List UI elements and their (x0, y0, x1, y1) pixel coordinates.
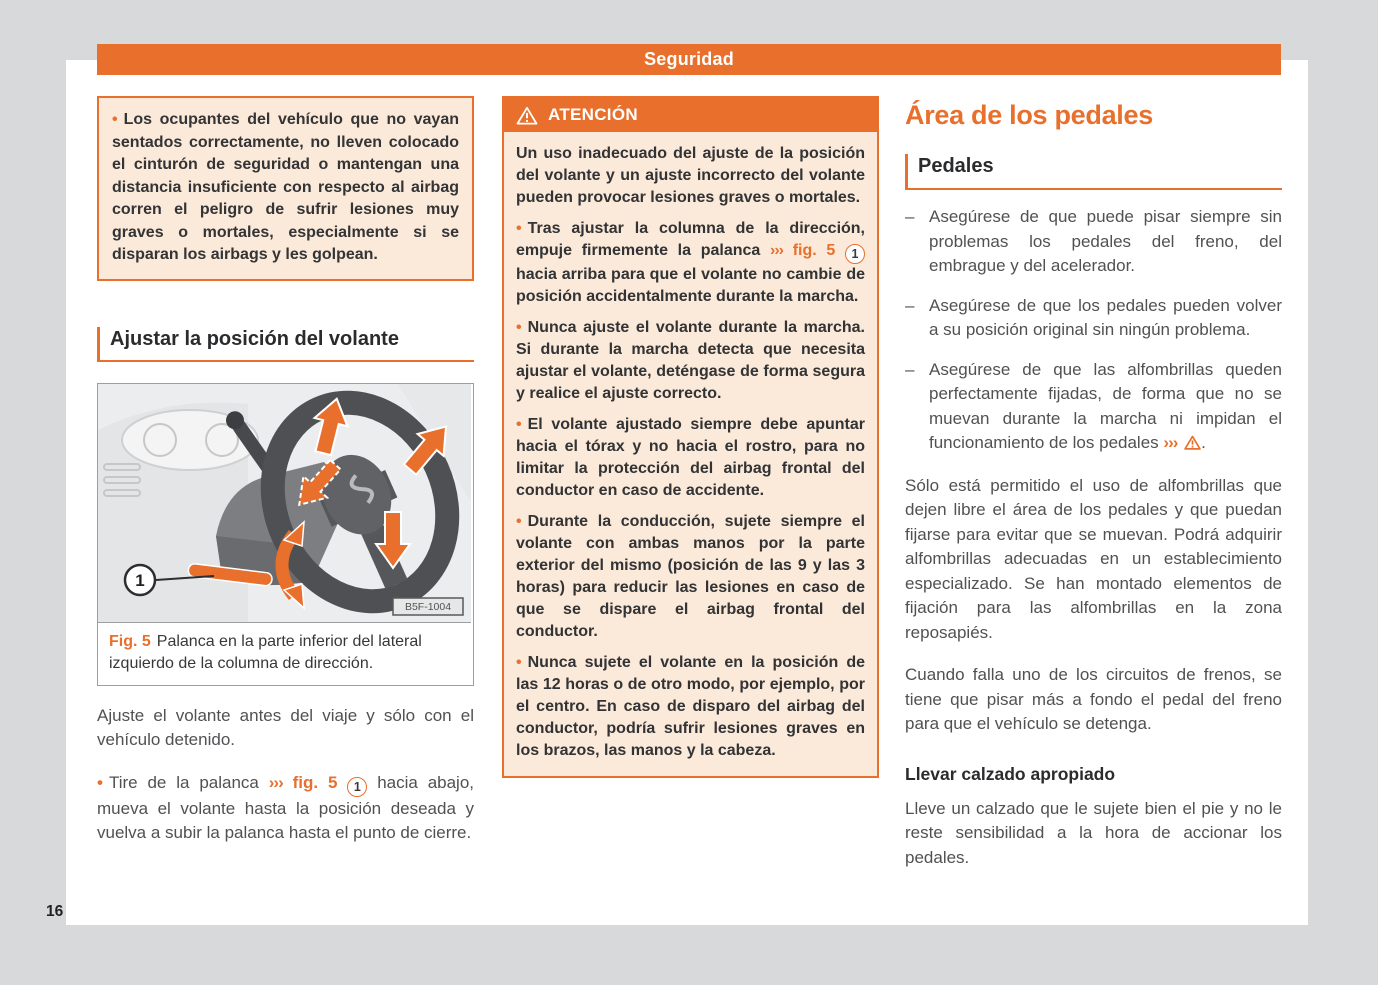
steering-paragraph: Ajuste el volante antes del viaje y sólo con el vehículo detenido. (97, 705, 474, 749)
bullet-dot: • (112, 111, 118, 128)
safety-note-text (112, 109, 459, 267)
attention-bullet1-pre: Tras ajustar la columna de la dirección, empuje firmemente la palanca (516, 220, 865, 259)
steering-bullet-pre: Tire de la palanca (108, 772, 259, 792)
safety-note-body: Los ocupantes del vehículo que no vayan sentados correctamente, no lleven colocado el cinturón de seguridad o mantengan una distancia insuficiente con respecto al airbag corren el peligro de sufrir lesiones muy graves o mortales, especialmente si se disparan los airbags y les golpean. (112, 111, 459, 263)
attention-bullet1-post: hacia arriba para que el volante no cambie de posición accidentalmente durante la marcha. (516, 266, 865, 305)
callout-number: 1 (135, 570, 145, 590)
list-item (905, 358, 1282, 456)
cross-ref-arrows: ››› (770, 242, 783, 259)
middle-column (502, 60, 879, 778)
attention-intro: Un uso inadecuado del ajuste de la posición del volante y un ajuste incorrecto del volante pueden provocar lesiones graves o mortales. (516, 145, 865, 206)
bullet-dot: • (516, 220, 522, 237)
list-item (905, 294, 1282, 343)
attention-bullet-text: Nunca ajuste el volante durante la marcha. Si durante la marcha detecta que necesita ajustar el volante, deténgase de forma segura y realice el ajuste correcto. (516, 319, 865, 402)
attention-bullet (516, 652, 865, 762)
figure-code: B5F-1004 (404, 600, 452, 613)
left-column (97, 60, 474, 846)
circled-number-icon: 1 (347, 777, 367, 797)
attention-bullet-text: Durante la conducción, sujete siempre el volante con ambas manos por la parte exterior del mismo (posición de las 9 y las 3 horas) para reducir las lesiones en caso de que se dispare el airbag frontal del conductor. (516, 513, 865, 640)
steering-bullet-post: hacia abajo, mueva el volante hasta la posición deseada y vuelva a subir la palanca hasta el punto de cierre. (97, 772, 475, 843)
attention-bullet (516, 218, 865, 308)
cross-ref-arrows: ››› (1163, 433, 1178, 452)
attention-bullet (516, 317, 865, 405)
right-column (905, 60, 1282, 870)
bullet-dot: • (516, 513, 522, 530)
document-page (66, 49, 1308, 925)
bullet-dot: • (516, 319, 522, 336)
chapter-title: Seguridad (644, 49, 734, 69)
dash-marker: – (905, 359, 915, 379)
attention-bullet-text: Nunca sujete el volante en la posición de las 12 horas o de otro modo, por ejemplo, por el centro. En caso de disparo del airbag del conductor, podría sufrir lesiones graves en los brazos, las manos y la cabeza. (516, 654, 865, 759)
bullet-dot: • (516, 654, 522, 671)
figure-5-label: Fig. 5 (109, 632, 151, 650)
attention-header (504, 98, 877, 132)
figure-5-caption (98, 623, 473, 685)
calzado-paragraph: Lleve un calzado que le sujete bien el pie y no le reste sensibilidad a la hora de accionar los pedales. (905, 798, 1282, 867)
steering-wheel-figure (98, 384, 471, 623)
section-heading-steering: Ajustar la posición del volante (97, 327, 474, 362)
attention-body (504, 132, 877, 776)
attention-box (502, 96, 879, 778)
figure-5-caption-text: Palanca en la parte inferior del lateral izquierdo de la columna de dirección. (109, 632, 422, 672)
page-title: Área de los pedales (905, 100, 1153, 130)
list-item-text: Asegúrese de que los pedales pueden volver a su posición original sin ningún problema. (929, 295, 1282, 339)
list-item-body: Asegúrese de que las alfombrillas queden perfectamente fijadas, de forma que no se muevan durante la marcha ni impidan el funcionamiento de los pedales (929, 359, 1282, 452)
list-item (905, 205, 1282, 279)
figure-5-box (97, 383, 474, 686)
subsection-heading-calzado: Llevar calzado apropiado (905, 763, 1116, 784)
warning-triangle-icon (1184, 435, 1201, 450)
figure-reference: fig. 5 (792, 242, 836, 259)
figure-reference: fig. 5 (292, 772, 338, 792)
warning-triangle-icon (516, 106, 538, 125)
circled-number-icon: 1 (845, 244, 865, 264)
safety-note-box (97, 96, 474, 281)
list-item-text (929, 358, 1282, 456)
pedals-paragraph: Cuando falla uno de los circuitos de frenos, se tiene que pisar más a fondo el pedal del freno para que el vehículo se detenga. (905, 665, 1282, 733)
dash-marker: – (905, 295, 915, 315)
page-number: 16 (46, 903, 64, 920)
dash-marker: – (905, 207, 915, 226)
sentence-period: . (1201, 433, 1206, 452)
steering-bullet (97, 771, 474, 846)
list-item-text: Asegúrese de que puede pisar siempre sin problemas los pedales del freno, del embrague y del acelerador. (929, 207, 1282, 275)
cross-ref-arrows: ››› (268, 772, 283, 792)
pedals-paragraph: Sólo está permitido el uso de alfombrillas que dejen libre el área de los pedales y que puedan fijarse para evitar que se muevan. Podrá adquirir alfombrillas adecuadas en un establecimiento especializado. Se han montado elementos de fijación para las alfombrillas en la zona reposapiés. (905, 475, 1282, 642)
attention-bullet (516, 414, 865, 502)
bullet-dot: • (97, 772, 103, 792)
attention-bullet-text: El volante ajustado siempre debe apuntar hacia el tórax y no hacia el rostro, para no limitar la protección del airbag frontal del conductor en caso de accidente. (516, 416, 865, 499)
attention-title: ATENCIÓN (548, 105, 638, 124)
section-heading-pedales: Pedales (905, 154, 1282, 190)
attention-bullet (516, 511, 865, 643)
bullet-dot: • (516, 416, 522, 433)
